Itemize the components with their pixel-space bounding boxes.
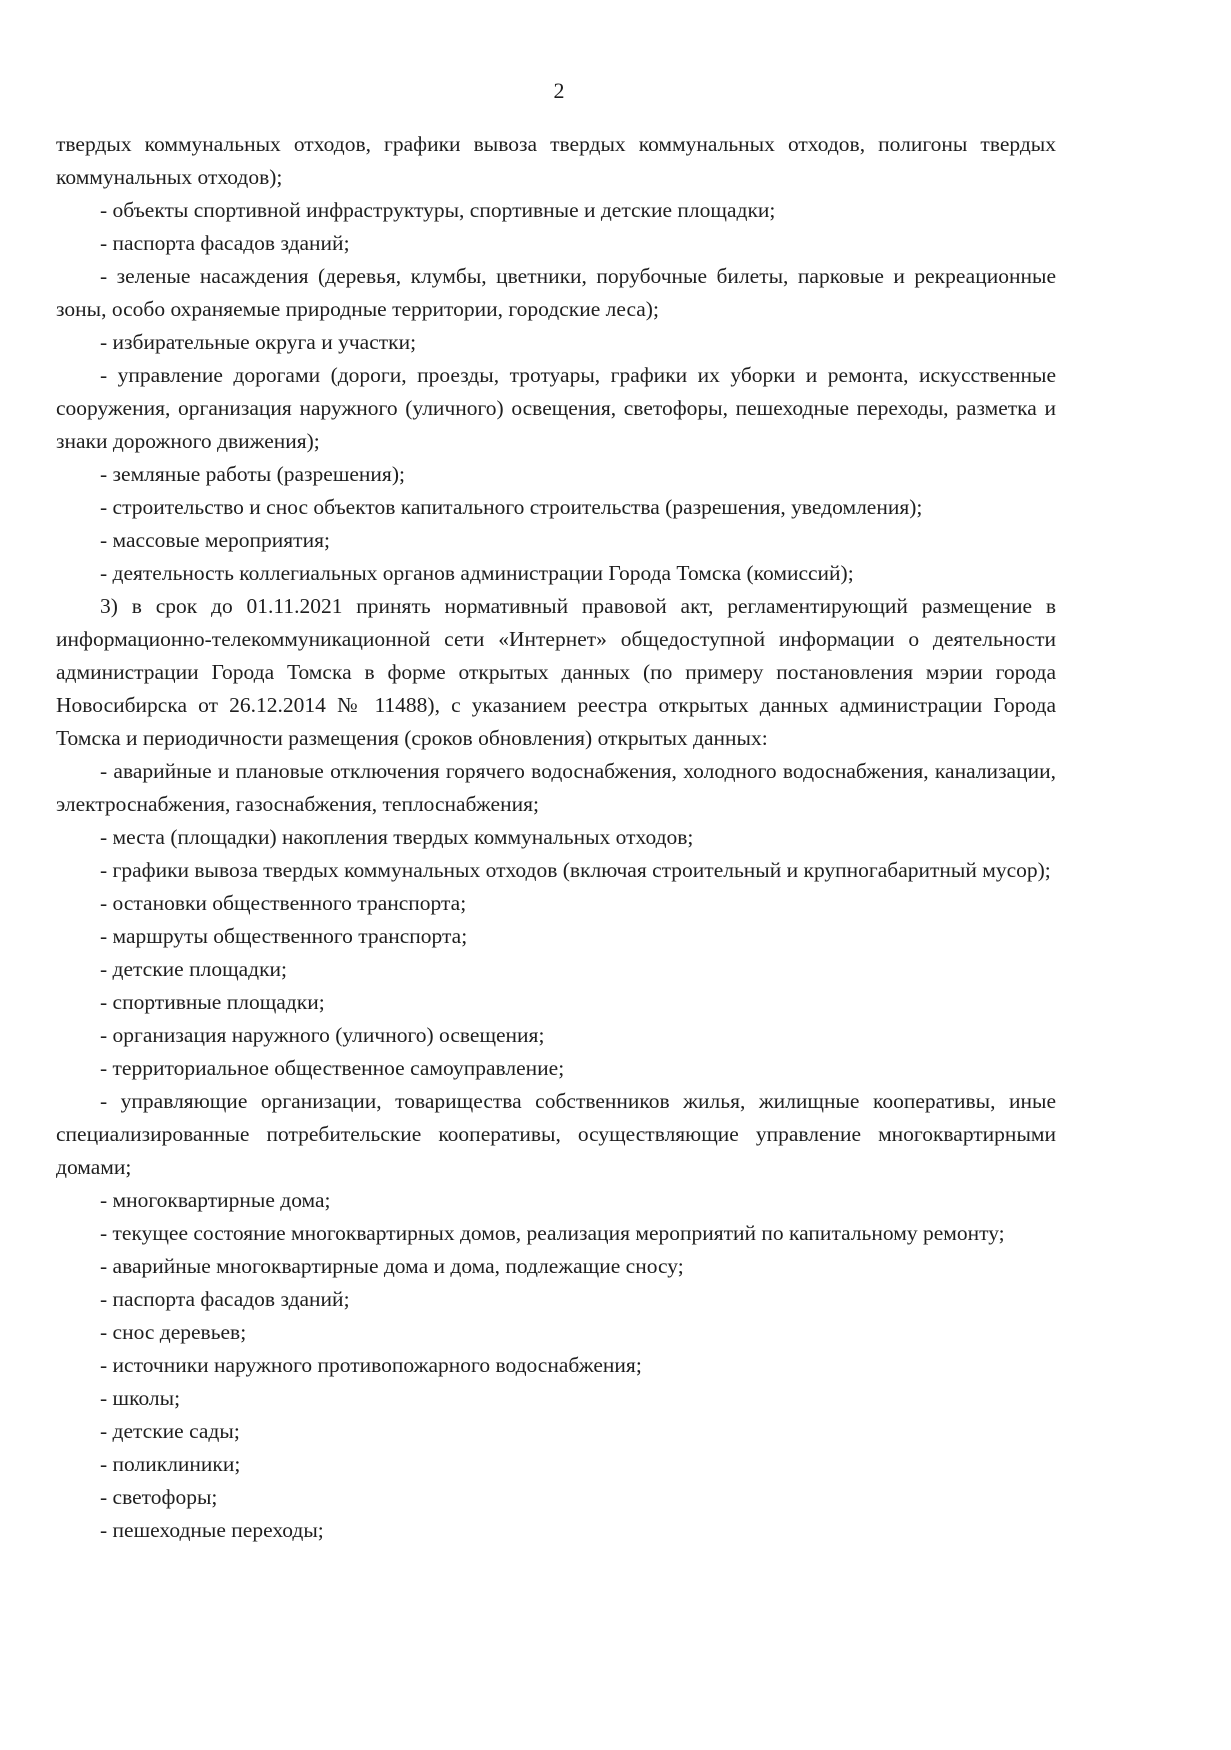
list-item: - аварийные многоквартирные дома и дома, подлежащие сносу; bbox=[100, 1254, 684, 1278]
list-item: - объекты спортивной инфраструктуры, спортивные и детские площадки; bbox=[100, 198, 776, 222]
list-item: - поликлиники; bbox=[100, 1452, 241, 1476]
list-item: - источники наружного противопожарного водоснабжения; bbox=[100, 1353, 642, 1377]
list-item: - строительство и снос объектов капитального строительства (разрешения, уведомления); bbox=[100, 495, 923, 519]
list-item: - зеленые насаждения (деревья, клумбы, цветники, порубочные билеты, парковые и рекреационные зоны, особо охраняемые природные территории, городские леса); bbox=[56, 264, 1056, 321]
list-item: - маршруты общественного транспорта; bbox=[100, 924, 468, 948]
list-item: - аварийные и плановые отключения горячего водоснабжения, холодного водоснабжения, канализации, электроснабжения, газоснабжения, теплоснабжения; bbox=[56, 759, 1056, 816]
page-number: 2 bbox=[553, 78, 565, 103]
list-item: - светофоры; bbox=[100, 1485, 218, 1509]
list-item: - детские сады; bbox=[100, 1419, 240, 1443]
list-item: - массовые мероприятия; bbox=[100, 528, 330, 552]
list-item: - земляные работы (разрешения); bbox=[100, 462, 405, 486]
list-item: - снос деревьев; bbox=[100, 1320, 247, 1344]
list-item: - управляющие организации, товарищества собственников жилья, жилищные кооперативы, иные специализированные потребительские кооперативы, осуществляющие управление многоквартирными домами; bbox=[56, 1089, 1056, 1179]
list-item: - детские площадки; bbox=[100, 957, 288, 981]
list-item: - избирательные округа и участки; bbox=[100, 330, 417, 354]
list-item: - графики вывоза твердых коммунальных отходов (включая строительный и крупногабаритный мусор); bbox=[100, 858, 1051, 882]
document-body bbox=[56, 128, 1056, 1547]
list-item: - территориальное общественное самоуправление; bbox=[100, 1056, 565, 1080]
list-item: - паспорта фасадов зданий; bbox=[100, 231, 350, 255]
list-item: - места (площадки) накопления твердых коммунальных отходов; bbox=[100, 825, 694, 849]
list-item: - многоквартирные дома; bbox=[100, 1188, 331, 1212]
list-item: - пешеходные переходы; bbox=[100, 1518, 324, 1542]
list-item: - паспорта фасадов зданий; bbox=[100, 1287, 350, 1311]
list-item: - управление дорогами (дороги, проезды, тротуары, графики их уборки и ремонта, искусственные сооружения, организация наружного (уличного) освещения, светофоры, пешеходные переходы, разметка и знаки дорожного движения); bbox=[56, 363, 1056, 453]
list-item: - спортивные площадки; bbox=[100, 990, 325, 1014]
list-item: - деятельность коллегиальных органов администрации Города Томска (комиссий); bbox=[100, 561, 854, 585]
list-item: - текущее состояние многоквартирных домов, реализация мероприятий по капитальному ремонту; bbox=[100, 1221, 1005, 1245]
list-item: - организация наружного (уличного) освещения; bbox=[100, 1023, 545, 1047]
paragraph: 3) в срок до 01.11.2021 принять нормативный правовой акт, регламентирующий размещение в информационно-телекоммуникационной сети «Интернет» общедоступной информации о деятельности администрации Города Томска в форме открытых данных (по примеру постановления мэрии города Новосибирска от 26.12.2014 № 11488), с указанием реестра открытых данных администрации Города Томска и периодичности размещения (сроков обновления) открытых данных: bbox=[56, 594, 1056, 750]
list-item: - школы; bbox=[100, 1386, 181, 1410]
paragraph: твердых коммунальных отходов, графики вывоза твердых коммунальных отходов, полигоны твердых коммунальных отходов); bbox=[56, 132, 1056, 189]
list-item: - остановки общественного транспорта; bbox=[100, 891, 467, 915]
